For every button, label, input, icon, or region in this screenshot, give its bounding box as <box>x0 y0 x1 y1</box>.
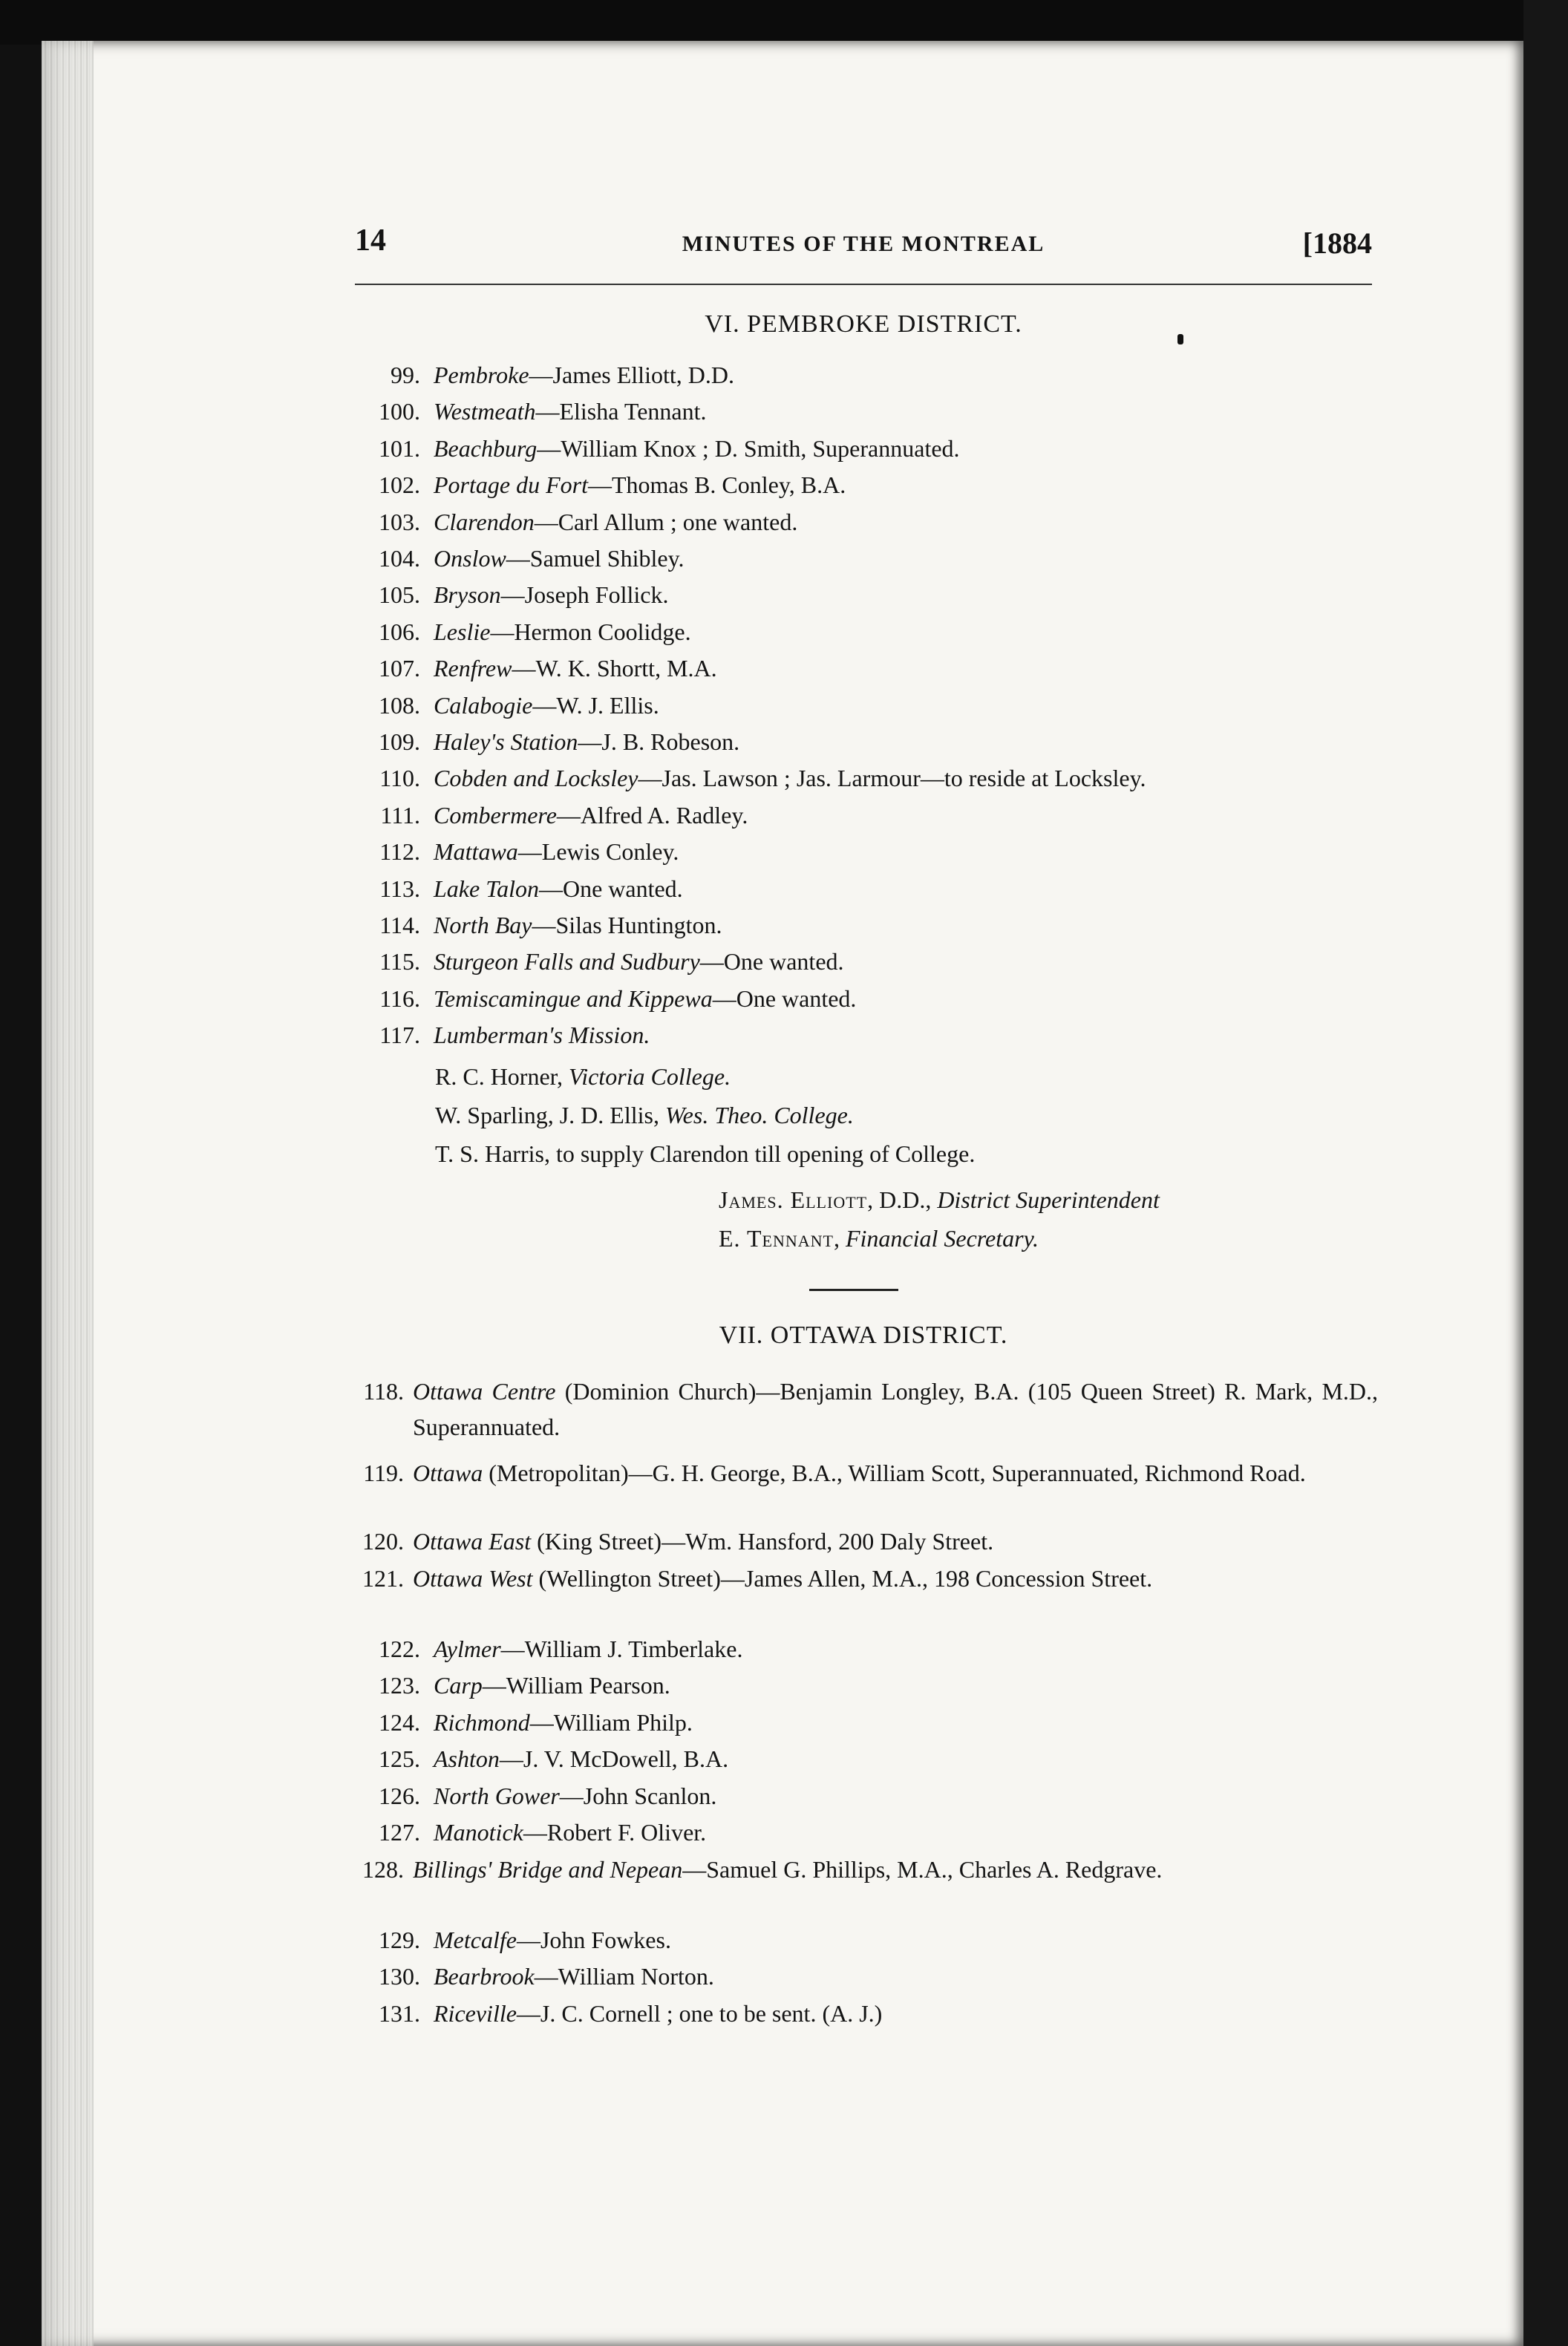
entry-number: 116. <box>379 984 420 1012</box>
district-signature <box>719 1225 1039 1252</box>
district-title-ottawa: VII. OTTAWA DISTRICT. <box>719 1321 1008 1349</box>
circuit-name: Lake Talon <box>434 875 539 902</box>
circuit-name: Ottawa <box>413 1460 483 1486</box>
appointment-entry <box>349 503 1366 540</box>
appointment-entry <box>349 1667 1366 1704</box>
appointment-text: —Thomas B. Conley, B.A. <box>587 471 846 499</box>
circuit-name: Metcalfe <box>434 1927 517 1953</box>
appointment-text: —Elisha Tennant. <box>535 398 707 425</box>
circuit-name: Onslow <box>434 545 506 572</box>
appointment-entry <box>349 466 1366 503</box>
appointment-text: —Joseph Follick. <box>500 581 669 609</box>
header-year: [1884 <box>1302 226 1372 260</box>
circuit-name: North Bay <box>434 912 532 938</box>
signatory-suffix: , <box>833 1225 846 1252</box>
appointment-text: —Hermon Coolidge. <box>490 618 691 645</box>
entry-number: 117. <box>379 1022 420 1049</box>
appointment-text: —William Knox ; D. Smith, Superannuated. <box>537 434 960 462</box>
appointment-text: —J. V. McDowell, B.A. <box>499 1745 729 1773</box>
circuit-name: North Gower <box>434 1782 560 1809</box>
appointment-entry <box>362 1561 1378 1596</box>
appointment-entry <box>349 430 1366 467</box>
entry-number: 108. <box>379 691 420 719</box>
entry-number: 112. <box>379 838 420 866</box>
entry-number: 103. <box>379 508 420 535</box>
appointment-entry <box>349 1740 1366 1777</box>
appointment-text: —William Philp. <box>529 1708 693 1736</box>
appointment-text: —Samuel G. Phillips, M.A., Charles A. Redgrave. <box>682 1856 1163 1883</box>
appointment-text: (King Street)—Wm. Hansford, 200 Daly Street. <box>531 1528 994 1555</box>
entry-number: 120. <box>362 1528 404 1555</box>
district-signature <box>719 1186 1160 1214</box>
appointment-entry <box>362 1852 1378 1887</box>
entry-number: 121. <box>362 1565 404 1592</box>
appointment-entry <box>349 1921 1366 1958</box>
entry-number: 104. <box>379 545 420 572</box>
circuit-name: Leslie <box>434 618 491 645</box>
appointment-text: —Silas Huntington. <box>532 912 722 938</box>
entry-number: 119. <box>363 1460 404 1486</box>
circuit-name: Beachburg <box>434 434 538 462</box>
appointment-text: —One wanted. <box>712 984 857 1012</box>
entry-number: 109. <box>379 728 420 755</box>
appointment-entry <box>349 687 1366 724</box>
appointment-entry <box>349 980 1366 1017</box>
appointment-text: (Wellington Street)—James Allen, M.A., 198 Concession Street. <box>532 1565 1153 1592</box>
entry-number: 130. <box>379 1963 420 1990</box>
appointment-text: —J. C. Cornell ; one to be sent. (A. J.) <box>516 1999 883 2027</box>
entry-number: 100. <box>379 398 420 425</box>
appointment-entry <box>349 576 1366 613</box>
entry-number: 102. <box>379 471 420 499</box>
note-institution: Wes. Theo. College. <box>664 1102 854 1128</box>
circuit-name: Lumberman's Mission. <box>434 1022 650 1049</box>
circuit-name: Aylmer <box>434 1636 501 1662</box>
page-header <box>355 223 1372 267</box>
appointment-text: —Samuel Shibley. <box>506 545 685 572</box>
entry-number: 124. <box>379 1708 420 1736</box>
circuit-name: Temiscamingue and Kippewa <box>434 984 713 1012</box>
circuit-name: Richmond <box>434 1708 530 1736</box>
appointment-text: —William Norton. <box>534 1963 714 1990</box>
entry-number: 127. <box>379 1819 420 1846</box>
appointment-text: —Carl Allum ; one wanted. <box>534 508 798 535</box>
circuit-name: Pembroke <box>434 362 529 388</box>
appointment-entry <box>349 356 1366 393</box>
appointment-text: —One wanted. <box>538 875 683 902</box>
note-institution: Victoria College. <box>569 1063 731 1090</box>
supplementary-note <box>435 1102 854 1129</box>
appointment-entry <box>349 1704 1366 1741</box>
running-head: MINUTES OF THE MONTREAL <box>682 232 1045 256</box>
circuit-name: Bearbrook <box>434 1963 535 1990</box>
entry-number: 110. <box>379 765 420 792</box>
circuit-name: Carp <box>434 1672 483 1699</box>
note-text: W. Sparling, J. D. Ellis, <box>435 1102 665 1128</box>
appointment-text: —Lewis Conley. <box>517 838 679 866</box>
circuit-name: Westmeath <box>434 398 536 425</box>
circuit-name: Sturgeon Falls and Sudbury <box>434 948 700 976</box>
entry-number: 131. <box>379 1999 420 2027</box>
circuit-name: Bryson <box>434 581 501 609</box>
appointment-entry <box>349 650 1366 687</box>
page-edge-stack <box>42 41 94 2346</box>
entry-number: 111. <box>380 801 420 829</box>
circuit-name: Combermere <box>434 801 557 829</box>
appointment-text: —One wanted. <box>699 948 844 976</box>
appointment-entry <box>349 833 1366 870</box>
appointment-entry <box>349 723 1366 760</box>
appointment-entry <box>349 540 1366 577</box>
note-text: R. C. Horner, <box>435 1063 569 1090</box>
appointment-entry <box>349 906 1366 944</box>
page-number: 14 <box>355 223 386 258</box>
entry-number: 105. <box>379 581 420 609</box>
circuit-name: Renfrew <box>434 655 512 682</box>
circuit-name: Ottawa East <box>413 1528 532 1555</box>
appointment-text: (Dominion Church)—Benjamin Longley, B.A. (105 Queen Street) R. Mark, M.D., Superannuated. <box>413 1378 1378 1440</box>
entry-number: 113. <box>379 875 420 902</box>
circuit-name: Ashton <box>434 1745 500 1773</box>
appointment-text: —James Elliott, D.D. <box>529 362 734 388</box>
entry-number: 114. <box>379 912 420 938</box>
entry-number: 123. <box>379 1672 420 1699</box>
circuit-name: Billings' Bridge and Nepean <box>413 1856 683 1883</box>
appointment-text: —W. K. Shortt, M.A. <box>512 655 717 682</box>
appointment-entry <box>349 1630 1366 1667</box>
appointment-entry <box>349 797 1366 834</box>
appointment-entry <box>349 1958 1366 1995</box>
entry-number: 107. <box>379 655 420 682</box>
header-rule <box>355 284 1372 285</box>
appointment-text: —J. B. Robeson. <box>578 728 740 755</box>
entry-number: 122. <box>379 1636 420 1662</box>
circuit-name: Cobden and Locksley <box>434 765 638 792</box>
appointment-entry <box>349 1814 1366 1851</box>
circuit-name: Haley's Station <box>434 728 578 755</box>
circuit-name: Calabogie <box>434 691 533 719</box>
appointment-entry <box>349 1016 1366 1053</box>
supplementary-note <box>435 1140 975 1168</box>
appointment-entry <box>349 613 1366 650</box>
circuit-name: Clarendon <box>434 508 535 535</box>
entry-number: 118. <box>363 1378 404 1405</box>
appointment-entry <box>349 393 1366 430</box>
entry-number: 106. <box>379 618 420 645</box>
appointment-text: —John Fowkes. <box>516 1927 671 1953</box>
appointment-entry <box>363 1455 1378 1491</box>
note-text: T. S. Harris, to supply Clarendon till opening of College. <box>435 1140 976 1167</box>
appointment-entry <box>363 1373 1378 1445</box>
circuit-name: Riceville <box>434 1999 517 2027</box>
appointment-entry <box>349 870 1366 907</box>
appointment-text: (Metropolitan)—G. H. George, B.A., William Scott, Superannuated, Richmond Road. <box>483 1460 1306 1486</box>
signatory-role: Financial Secretary. <box>845 1225 1039 1252</box>
signatory-name: James. Elliott <box>719 1186 868 1213</box>
appointment-text: —John Scanlon. <box>559 1782 717 1809</box>
appointment-text: —William Pearson. <box>482 1672 670 1699</box>
scan-border-top <box>0 0 1568 45</box>
supplementary-note <box>435 1063 731 1091</box>
circuit-name: Manotick <box>434 1819 523 1846</box>
entry-number: 128. <box>362 1856 404 1883</box>
entry-number: 125. <box>379 1745 420 1773</box>
appointment-text: —Alfred A. Radley. <box>556 801 748 829</box>
entry-number: 129. <box>379 1927 420 1953</box>
appointment-entry <box>349 1777 1366 1814</box>
signatory-role: District Superintendent <box>937 1186 1160 1213</box>
circuit-name: Ottawa Centre <box>413 1378 556 1405</box>
circuit-name: Portage du Fort <box>434 471 588 499</box>
signatory-name: E. Tennant <box>719 1225 834 1252</box>
appointment-text: —William J. Timberlake. <box>500 1636 743 1662</box>
signatory-suffix: , D.D., <box>867 1186 938 1213</box>
circuit-name: Ottawa West <box>413 1565 533 1592</box>
appointment-text: —Jas. Lawson ; Jas. Larmour—to reside at Locksley. <box>638 765 1146 792</box>
appointment-entry <box>349 1995 1366 2032</box>
entry-number: 126. <box>379 1782 420 1809</box>
section-divider <box>809 1289 898 1291</box>
appointment-entry <box>349 943 1366 980</box>
district-title-pembroke: VI. PEMBROKE DISTRICT. <box>705 310 1022 338</box>
appointment-text: —W. J. Ellis. <box>532 691 659 719</box>
appointment-text: —Robert F. Oliver. <box>523 1819 707 1846</box>
entry-number: 115. <box>379 948 420 976</box>
circuit-name: Mattawa <box>434 838 518 866</box>
appointment-entry <box>362 1523 1378 1559</box>
scan-border-right <box>1523 0 1568 2346</box>
appointment-entry <box>349 759 1366 797</box>
entry-number: 99. <box>391 362 420 388</box>
entry-number: 101. <box>379 434 420 462</box>
